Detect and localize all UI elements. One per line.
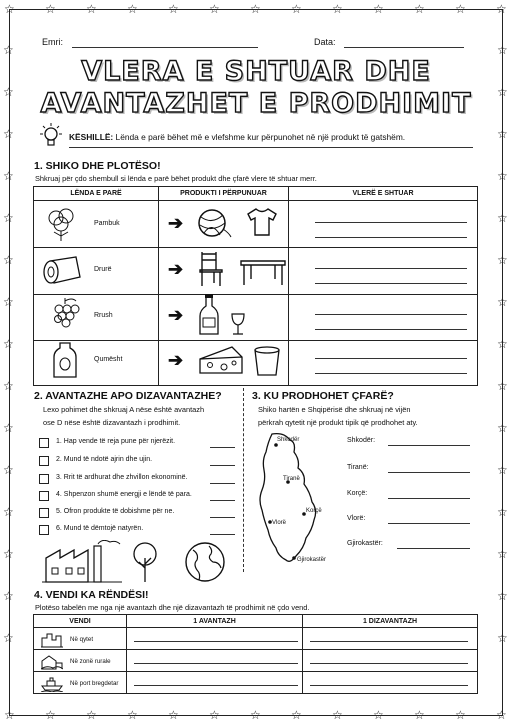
- star-icon: ☆: [497, 253, 508, 267]
- star-icon: ☆: [3, 127, 14, 141]
- wine-glass-icon: [230, 312, 246, 341]
- material-label: Pambuk: [94, 220, 120, 227]
- star-icon: ☆: [414, 2, 425, 16]
- star-icon: ☆: [291, 708, 302, 722]
- star-icon: ☆: [496, 708, 507, 722]
- star-icon: ☆: [3, 547, 14, 561]
- answer-line[interactable]: [210, 500, 235, 501]
- star-icon: ☆: [209, 2, 220, 16]
- arrow-icon: ➔: [168, 305, 184, 325]
- section-divider: [243, 388, 244, 572]
- place-label: Në zonë rurale: [70, 658, 111, 665]
- tree-icon: [132, 540, 158, 589]
- star-icon: ☆: [455, 2, 466, 16]
- star-icon: ☆: [3, 463, 14, 477]
- tshirt-icon: [246, 207, 278, 242]
- star-icon: ☆: [3, 589, 14, 603]
- tip-text: [69, 132, 405, 142]
- title-line-1: VLERA E SHTUAR DHE: [81, 56, 431, 87]
- section2-instruction-1: Lexo pohimet dhe shkruaj A nëse është avantazh: [43, 405, 205, 414]
- star-icon: ☆: [168, 708, 179, 722]
- col-header-place: VENDI: [34, 615, 127, 628]
- star-icon: ☆: [250, 708, 261, 722]
- star-icon: ☆: [497, 211, 508, 225]
- col-header-material: LËNDA E PARË: [34, 187, 159, 201]
- star-icon: ☆: [3, 421, 14, 435]
- arrow-icon: ➔: [168, 350, 184, 370]
- checkbox[interactable]: [39, 525, 49, 535]
- answer-line[interactable]: [134, 663, 298, 664]
- checkbox[interactable]: [39, 491, 49, 501]
- star-icon: ☆: [497, 631, 508, 645]
- section3-instruction-2: përkrah qytetit një produkt tipik që prodhohet aty.: [258, 418, 418, 427]
- answer-line[interactable]: [388, 523, 470, 524]
- milk-bottle-icon: [52, 341, 78, 384]
- answer-line[interactable]: [315, 237, 467, 238]
- star-icon: ☆: [250, 2, 261, 16]
- place-label: Në qytet: [70, 636, 94, 643]
- factory-icon: [42, 540, 122, 589]
- star-icon: ☆: [3, 295, 14, 309]
- yogurt-cup-icon: [253, 345, 281, 382]
- star-icon: ☆: [168, 2, 179, 16]
- farm-house-icon: [41, 654, 63, 675]
- statement-2: 2. Mund të ndotë ajrin dhe ujin.: [56, 456, 153, 463]
- star-icon: ☆: [497, 127, 508, 141]
- place-label: Në port bregdetar: [70, 680, 119, 687]
- star-icon: ☆: [45, 2, 56, 16]
- cheese-icon: [198, 345, 244, 380]
- answer-line[interactable]: [210, 534, 235, 535]
- material-label: Rrush: [94, 312, 113, 319]
- star-icon: ☆: [497, 421, 508, 435]
- statement-1: 1. Hap vende të reja pune për njerëzit.: [56, 438, 176, 445]
- city-field-label: Korçë:: [347, 490, 368, 497]
- col-header-product: PRODUKTI I PËRPUNUAR: [159, 187, 289, 201]
- map-city-label: Gjirokastër: [297, 557, 327, 563]
- star-icon: ☆: [373, 2, 384, 16]
- star-icon: ☆: [209, 708, 220, 722]
- material-label: Drurë: [94, 266, 112, 273]
- title-line-2: AVANTAZHET E PRODHIMIT: [40, 88, 472, 119]
- answer-line[interactable]: [315, 283, 467, 284]
- section1-heading: 1. SHIKO DHE PLOTËSO!: [34, 160, 161, 172]
- city-field-label: Gjirokastër:: [347, 540, 383, 547]
- star-icon: ☆: [3, 253, 14, 267]
- answer-line[interactable]: [388, 498, 470, 499]
- star-icon: ☆: [86, 2, 97, 16]
- star-icon: ☆: [497, 85, 508, 99]
- cotton-icon: [42, 206, 82, 247]
- globe-icon: [183, 540, 227, 589]
- answer-line[interactable]: [315, 314, 467, 315]
- answer-line[interactable]: [315, 268, 467, 269]
- star-icon: ☆: [497, 43, 508, 57]
- city-field-label: Shkodër:: [347, 437, 376, 444]
- star-icon: ☆: [332, 708, 343, 722]
- map-city-label: Korçë: [306, 508, 322, 514]
- lightbulb-icon: [36, 121, 66, 151]
- star-icon: ☆: [497, 463, 508, 477]
- star-icon: ☆: [3, 169, 14, 183]
- answer-line[interactable]: [310, 663, 468, 664]
- name-label: Emri:: [42, 37, 63, 47]
- star-icon: ☆: [127, 2, 138, 16]
- answer-line[interactable]: [310, 685, 468, 686]
- tip-underline: [69, 147, 473, 148]
- star-icon: ☆: [127, 708, 138, 722]
- section4-instruction: Plotëso tabelën me nga një avantazh dhe një dizavantazh të prodhimit në çdo vend.: [35, 603, 310, 612]
- answer-line[interactable]: [315, 222, 467, 223]
- arrow-icon: ➔: [168, 259, 184, 279]
- section2-instruction-2: ose D nëse është dizavantazh i prodhimit.: [43, 418, 181, 427]
- wine-bottle-icon: [198, 294, 220, 341]
- star-icon: ☆: [3, 337, 14, 351]
- city-field-label: Tiranë:: [347, 464, 369, 471]
- star-icon: ☆: [496, 2, 507, 16]
- answer-line[interactable]: [315, 373, 467, 374]
- map-city-label: Tiranë: [283, 476, 300, 482]
- star-icon: ☆: [414, 708, 425, 722]
- answer-line[interactable]: [210, 465, 235, 466]
- statement-3: 3. Rrit të ardhurat dhe zhvillon ekonominë.: [56, 474, 188, 481]
- map-city-label: Vlorë: [272, 520, 287, 526]
- star-icon: ☆: [4, 708, 15, 722]
- star-icon: ☆: [497, 589, 508, 603]
- city-field-label: Vlorë:: [347, 515, 366, 522]
- star-icon: ☆: [497, 379, 508, 393]
- star-icon: ☆: [497, 295, 508, 309]
- tip-label: KËSHILLË:: [69, 132, 114, 142]
- section3-heading: 3. KU PRODHOHET ÇFARË?: [252, 390, 394, 402]
- star-icon: ☆: [4, 2, 15, 16]
- star-icon: ☆: [497, 505, 508, 519]
- albania-map: [254, 430, 334, 575]
- answer-line[interactable]: [310, 641, 468, 642]
- map-city-label: Shkodër: [277, 437, 300, 443]
- statement-6: 6. Mund të dëmtojë natyrën.: [56, 525, 144, 532]
- star-icon: ☆: [497, 337, 508, 351]
- material-label: Qumësht: [94, 356, 123, 363]
- statement-5: 5. Ofron produkte të dobishme për ne.: [56, 508, 175, 515]
- section3-instruction-1: Shiko hartën e Shqipërisë dhe shkruaj në vijën: [258, 405, 411, 414]
- star-icon: ☆: [3, 505, 14, 519]
- star-icon: ☆: [332, 2, 343, 16]
- section4-heading: 4. VENDI KA RËNDËSI!: [34, 589, 149, 601]
- answer-line[interactable]: [315, 358, 467, 359]
- name-line[interactable]: [72, 47, 258, 48]
- star-icon: ☆: [3, 631, 14, 645]
- star-icon: ☆: [86, 708, 97, 722]
- star-icon: ☆: [3, 85, 14, 99]
- statement-4: 4. Shpenzon shumë energji e lëndë të para.: [56, 491, 192, 498]
- col-header-advantage: 1 AVANTAZH: [127, 615, 303, 628]
- grapes-icon: [50, 296, 80, 341]
- star-icon: ☆: [291, 2, 302, 16]
- arrow-icon: ➔: [168, 213, 184, 233]
- log-icon: [40, 253, 84, 294]
- star-icon: ☆: [497, 547, 508, 561]
- checkbox[interactable]: [39, 438, 49, 448]
- checkbox[interactable]: [39, 456, 49, 466]
- star-icon: ☆: [373, 708, 384, 722]
- date-label: Data:: [314, 37, 336, 47]
- star-icon: ☆: [3, 379, 14, 393]
- answer-line[interactable]: [210, 447, 235, 448]
- col-header-disadvantage: 1 DIZAVANTAZH: [303, 615, 478, 628]
- tip-body: Lënda e parë bëhet më e vlefshme kur përpunohet në një produkt të gatshëm.: [115, 132, 406, 142]
- star-icon: ☆: [497, 169, 508, 183]
- table-icon: [239, 255, 287, 292]
- answer-line[interactable]: [397, 548, 470, 549]
- col-header-value: VLERË E SHTUAR: [289, 187, 478, 201]
- answer-line[interactable]: [388, 472, 470, 473]
- section2-heading: 2. AVANTAZHE APO DIZAVANTAZHE?: [34, 390, 222, 402]
- star-icon: ☆: [3, 43, 14, 57]
- section1-instruction: Shkruaj për çdo shembull si lënda e parë bëhet produkt dhe çfarë vlere të shtuar merr.: [35, 174, 317, 183]
- answer-line[interactable]: [210, 517, 235, 518]
- answer-line[interactable]: [315, 329, 467, 330]
- answer-line[interactable]: [134, 641, 298, 642]
- checkbox[interactable]: [39, 474, 49, 484]
- star-icon: ☆: [45, 708, 56, 722]
- answer-line[interactable]: [210, 483, 235, 484]
- city-buildings-icon: [41, 632, 63, 653]
- star-icon: ☆: [3, 211, 14, 225]
- chair-icon: [196, 250, 226, 293]
- answer-line[interactable]: [134, 685, 298, 686]
- table-row: [34, 628, 478, 650]
- star-icon: ☆: [455, 708, 466, 722]
- ship-icon: [41, 676, 63, 697]
- yarn-ball-icon: [196, 207, 232, 244]
- answer-line[interactable]: [388, 445, 470, 446]
- date-line[interactable]: [344, 47, 464, 48]
- checkbox[interactable]: [39, 508, 49, 518]
